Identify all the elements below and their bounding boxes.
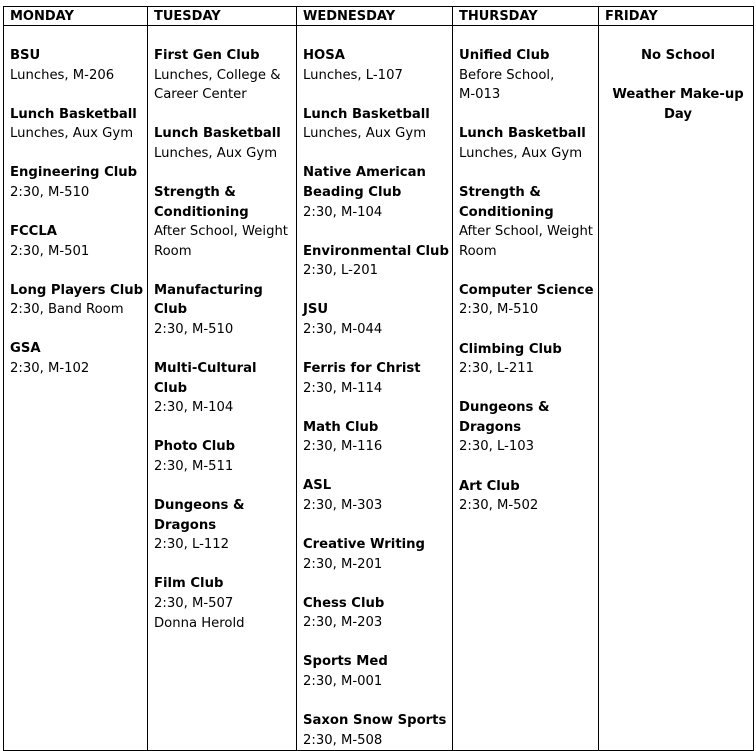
club-entry	[459, 46, 596, 105]
club-details: Before School, M-013	[459, 67, 555, 103]
club-name: Manufacturing Club	[154, 282, 263, 318]
club-entry	[154, 574, 294, 633]
club-name: GSA	[10, 341, 41, 357]
club-name: Dungeons & Dragons	[459, 400, 550, 435]
thursday-column	[453, 26, 599, 751]
club-entry	[459, 281, 596, 320]
club-entry	[459, 183, 596, 261]
club-details: 2:30, M-502	[459, 498, 539, 514]
club-name: Environmental Club	[303, 243, 449, 259]
friday-column	[599, 26, 754, 751]
club-details: 2:30, M-510	[459, 302, 539, 318]
club-name: Strength & Conditioning	[154, 184, 249, 220]
header-thursday: THURSDAY	[453, 7, 599, 26]
club-name: ASL	[303, 478, 332, 494]
club-entry	[303, 163, 450, 222]
club-name: Ferris for Christ	[303, 361, 421, 377]
club-entry	[10, 281, 145, 320]
club-details: 2:30, L-211	[459, 361, 535, 377]
club-details: 2:30, L-112	[154, 537, 230, 553]
club-name: Dungeons & Dragons	[154, 498, 245, 533]
club-details: Lunches, M-206	[10, 67, 115, 83]
club-details: 2:30, M-102	[10, 361, 90, 377]
club-entry	[303, 46, 450, 85]
club-details: 2:30, M-201	[303, 556, 383, 572]
club-details: 2:30, L-201	[303, 263, 379, 279]
club-details: 2:30, L-103	[459, 439, 535, 455]
schedule-row	[4, 26, 754, 751]
club-entry	[303, 535, 450, 574]
club-details: 2:30, Band Room	[10, 302, 124, 318]
club-details: 2:30, M-044	[303, 321, 383, 337]
club-details: Lunches, Aux Gym	[154, 145, 278, 161]
club-name: FCCLA	[10, 224, 57, 240]
club-entry	[10, 339, 145, 378]
club-details: 2:30, M-511	[154, 459, 234, 474]
club-entry	[303, 300, 450, 339]
club-details: Lunches, College & Career Center	[154, 67, 281, 103]
club-entry	[303, 594, 450, 633]
club-entry	[10, 105, 145, 144]
club-details: Lunches, Aux Gym	[459, 145, 583, 161]
club-details: 2:30, M-104	[303, 204, 383, 220]
club-entry	[303, 242, 450, 281]
header-row	[4, 7, 754, 26]
club-name: HOSA	[303, 48, 345, 63]
club-entry	[459, 398, 596, 457]
header-wednesday: WEDNESDAY	[297, 7, 453, 26]
club-entry	[154, 496, 294, 555]
header-friday: FRIDAY	[599, 7, 754, 26]
club-name: JSU	[303, 302, 329, 318]
club-entry	[154, 46, 294, 105]
club-details: 2:30, M-203	[303, 615, 383, 631]
club-details: 2:30, M-001	[303, 674, 383, 690]
club-name: Math Club	[303, 419, 379, 435]
club-details: 2:30, M-510	[10, 184, 90, 200]
club-entry	[303, 359, 450, 398]
club-details: 2:30, M-501	[10, 243, 90, 259]
club-details: 2:30, M-303	[303, 498, 383, 513]
club-entry	[10, 222, 145, 261]
club-entry	[303, 711, 450, 750]
weather-makeup-day-label: Day	[663, 106, 693, 122]
club-entry	[303, 476, 450, 515]
wednesday-column	[297, 26, 453, 751]
club-entry	[154, 183, 294, 261]
weather-makeup-label: Weather Make-up	[612, 87, 744, 103]
club-details: 2:30, M-508	[303, 732, 383, 748]
club-entry	[459, 124, 596, 163]
club-entry	[303, 652, 450, 691]
club-name: Chess Club	[303, 595, 385, 611]
club-details: 2:30, M-116	[303, 439, 383, 455]
club-name: Film Club	[154, 576, 224, 592]
monday-column	[4, 26, 148, 751]
tuesday-column	[148, 26, 297, 751]
club-name: Unified Club	[459, 48, 550, 63]
club-details: After School, Weight Room	[459, 224, 593, 259]
club-details: 2:30, M-114	[303, 380, 383, 396]
club-details: 2:30, M-507 Donna Herold	[154, 595, 245, 631]
club-name: Creative Writing	[303, 537, 425, 553]
club-name: Long Players Club	[10, 282, 144, 298]
club-entry	[154, 124, 294, 163]
club-details: After School, Weight Room	[154, 224, 288, 259]
club-name: Lunch Basketball	[459, 126, 586, 142]
club-details: 2:30, M-104	[154, 400, 234, 416]
club-entry	[303, 418, 450, 457]
club-name: Computer Science	[459, 282, 594, 298]
club-name: Saxon Snow Sports	[303, 713, 447, 729]
club-name: Sports Med	[303, 654, 388, 670]
club-details: 2:30, M-510	[154, 322, 234, 338]
club-name: BSU	[10, 48, 41, 63]
club-entry	[154, 359, 294, 418]
club-name: Lunch Basketball	[303, 106, 430, 122]
club-name: Engineering Club	[10, 165, 138, 181]
club-entry	[459, 477, 596, 516]
club-details: Lunches, Aux Gym	[303, 126, 427, 142]
club-entry	[459, 340, 596, 379]
club-entry	[303, 105, 450, 144]
club-name: Strength & Conditioning	[459, 184, 554, 220]
no-school-label: No School	[640, 48, 716, 63]
club-name: Art Club	[459, 478, 520, 494]
club-name: Photo Club	[154, 439, 236, 455]
club-details: Lunches, Aux Gym	[10, 126, 134, 142]
club-entry	[10, 163, 145, 202]
club-details: Lunches, L-107	[303, 67, 403, 83]
club-name: Multi-Cultural Club	[154, 361, 257, 396]
club-name: Lunch Basketball	[10, 106, 137, 122]
club-name: First Gen Club	[154, 48, 260, 63]
club-name: Climbing Club	[459, 341, 562, 357]
club-schedule-table	[3, 6, 754, 751]
header-monday: MONDAY	[4, 7, 148, 26]
club-name: Lunch Basketball	[154, 126, 281, 142]
club-entry	[10, 46, 145, 85]
club-entry	[154, 437, 294, 476]
header-tuesday: TUESDAY	[148, 7, 297, 26]
club-entry	[154, 281, 294, 340]
club-name: Native American Beading Club	[303, 165, 426, 200]
